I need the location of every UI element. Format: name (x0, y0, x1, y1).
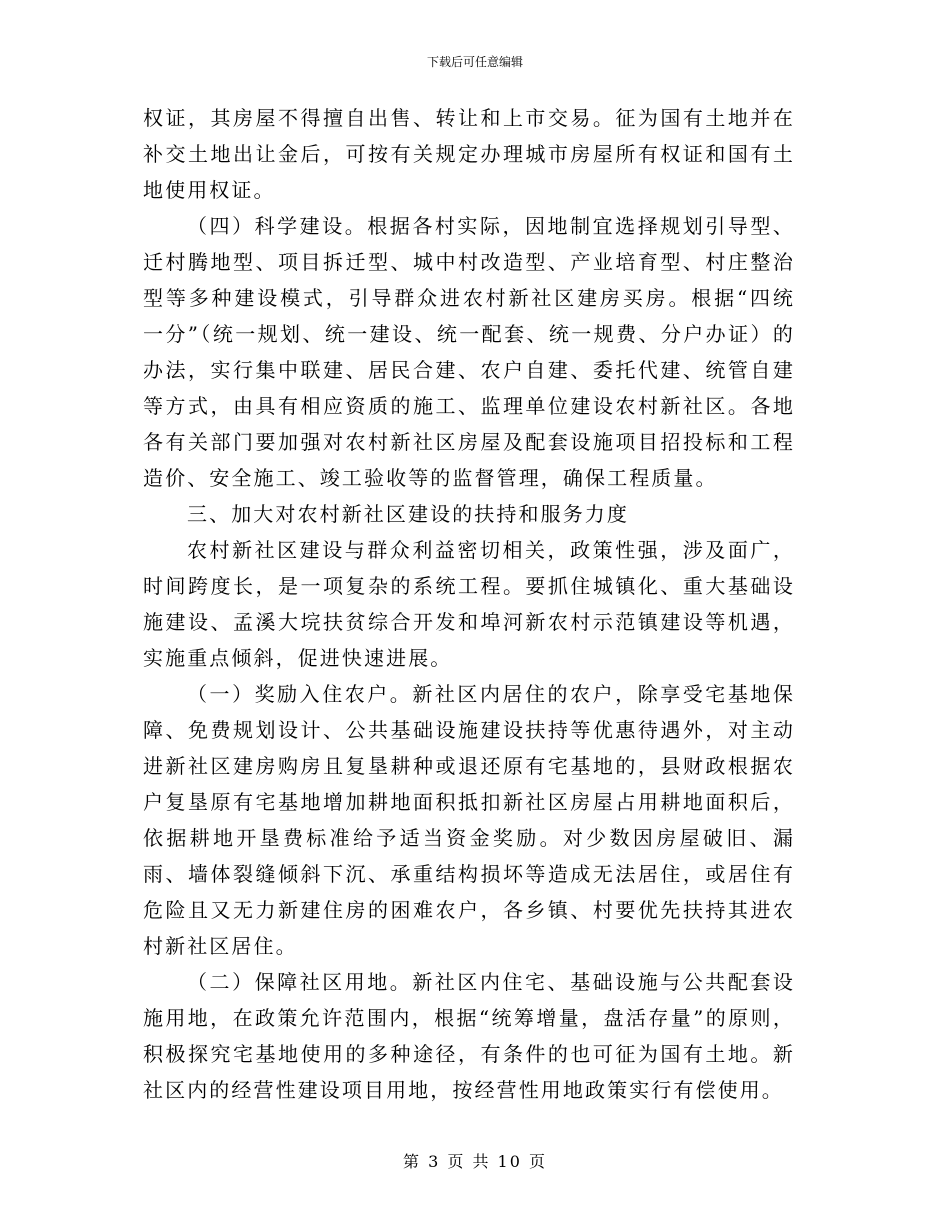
paragraph-section-4: （四）科学建设。根据各村实际，因地制宜选择规划引导型、迁村腾地型、项目拆迁型、城中村改造型、产业培育型、村庄整治型等多种建设模式，引导群众进农村新社区建房买房。根据“四统一分”（统一规划、统一建设、统一配套、统一规费、分户办证）的办法，实行集中联建、居民合建、农户自建、委托代建、统管自建等方式，由具有相应资质的施工、监理单位建设农村新社区。各地各有关部门要加强对农村新社区房屋及配套设施项目招投标和工程造价、安全施工、竣工验收等的监督管理，确保工程质量。 (143, 214, 795, 490)
paragraph-continuation: 权证，其房屋不得擅自出售、转让和上市交易。征为国有土地并在补交土地出让金后，可按有关规定办理城市房屋所有权证和国有土地使用权证。 (143, 106, 795, 202)
page-number: 第 3 页 共 10 页 (403, 1152, 547, 1171)
paragraph-intro: 农村新社区建设与群众利益密切相关，政策性强，涉及面广，时间跨度长，是一项复杂的系统工程。要抓住城镇化、重大基础设施建设、孟溪大垸扶贫综合开发和埠河新农村示范镇建设等机遇，实施重点倾斜，促进快速进展。 (143, 538, 795, 670)
document-body (143, 100, 795, 1108)
page-header: 下载后可任意编辑 (426, 55, 523, 69)
paragraph-subsection-1: （一）奖励入住农户。新社区内居住的农户，除享受宅基地保障、免费规划设计、公共基础设施建设扶持等优惠待遇外，对主动进新社区建房购房且复垦耕种或退还原有宅基地的，县财政根据农户复垦原有宅基地增加耕地面积抵扣新社区房屋占用耕地面积后，依据耕地开垦费标准给予适当资金奖励。对少数因房屋破旧、漏雨、墙体裂缝倾斜下沉、承重结构损坏等造成无法居住，或居住有危险且又无力新建住房的困难农户，各乡镇、村要优先扶持其进农村新社区居住。 (143, 682, 795, 958)
paragraph-subsection-2: （二）保障社区用地。新社区内住宅、基础设施与公共配套设施用地，在政策允许范围内，根据“统筹增量，盘活存量”的原则，积极探究宅基地使用的多种途径，有条件的也可征为国有土地。新社区内的经营性建设项目用地，按经营性用地政策实行有偿使用。 (143, 970, 795, 1102)
section-heading: 三、加大对农村新社区建设的扶持和服务力度 (187, 502, 629, 526)
